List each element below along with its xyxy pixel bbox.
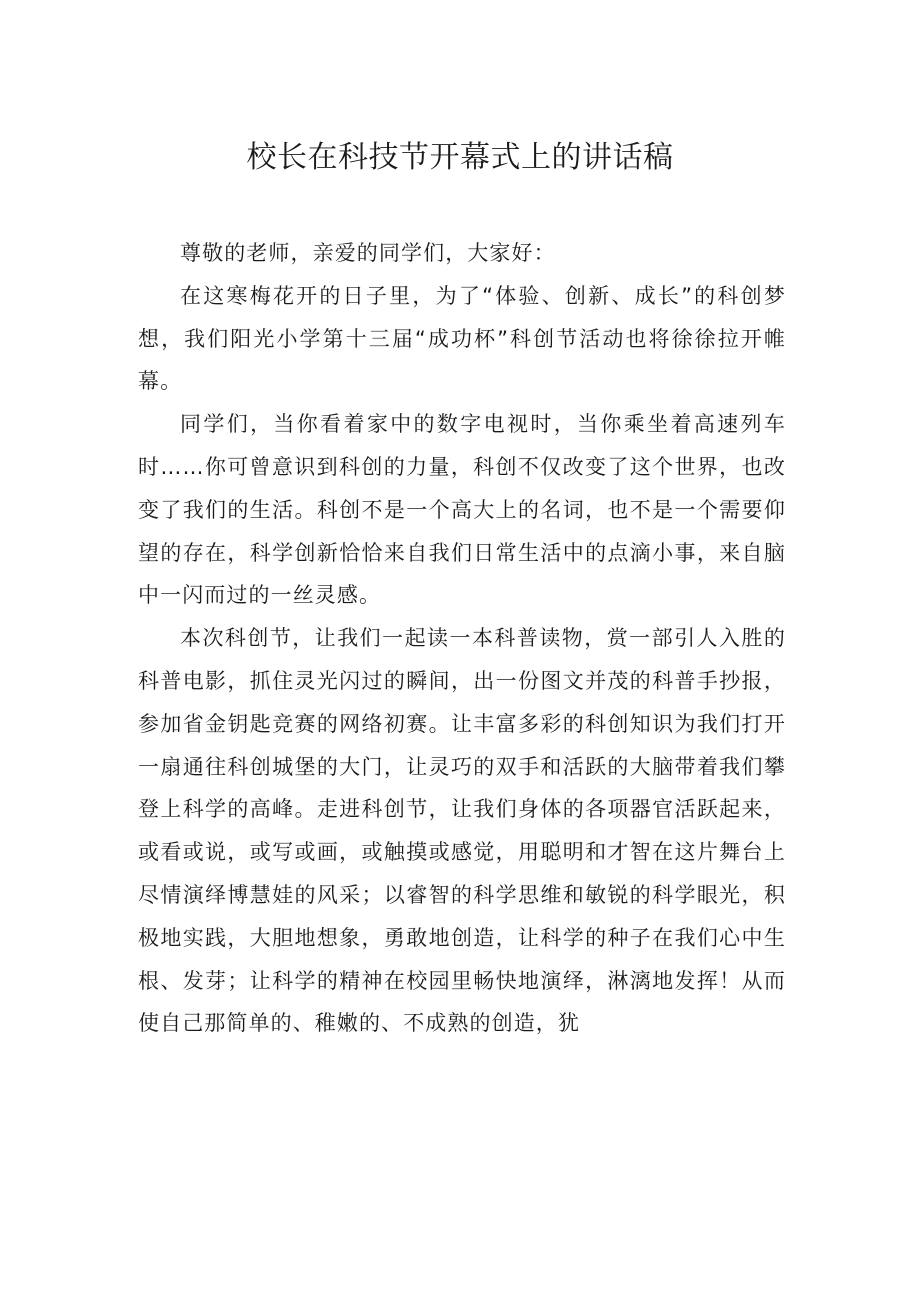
paragraph-science-power: 同学们，当你看着家中的数字电视时，当你乘坐着高速列车时……你可曾意识到科创的力量，科创不仅改变了这个世界，也改变了我们的生活。科创不是一个高大上的名词，也不是一个需要仰望的存在，科学创新恰恰来自我们日常生活中的点滴小事，来自脑中一闪而过的一丝灵感。 xyxy=(138,412,786,608)
document-title: 校长在科技节开幕式上的讲话稿 xyxy=(246,140,674,175)
paragraph-festival-activities: 本次科创节，让我们一起读一本科普读物，赏一部引人入胜的科普电影，抓住灵光闪过的瞬间，出一份图文并茂的科普手抄报，参加省金钥匙竞赛的网络初赛。让丰富多彩的科创知识为我们打开一扇通往科创城堡的大门，让灵巧的双手和活跃的大脑带着我们攀登上科学的高峰。走进科创节，让我们身体的各项器官活跃起来，或看或说，或写或画，或触摸或感觉，用聪明和才智在这片舞台上尽情演绎博慧娃的风采；以睿智的科学思维和敏锐的科学眼光，积极地实践，大胆地想象，勇敢地创造，让科学的种子在我们心中生根、发芽；让科学的精神在校园里畅快地演绎，淋漓地发挥！从而使自己那简单的、稚嫩的、不成熟的创造，犹 xyxy=(138,626,786,1036)
paragraph-greeting: 尊敬的老师，亲爱的同学们，大家好： xyxy=(180,241,556,265)
document-body xyxy=(138,232,786,1045)
paragraph-opening: 在这寒梅花开的日子里，为了“体验、创新、成长”的科创梦想，我们阳光小学第十三届“成功杯”科创节活动也将徐徐拉开帷幕。 xyxy=(138,283,786,394)
